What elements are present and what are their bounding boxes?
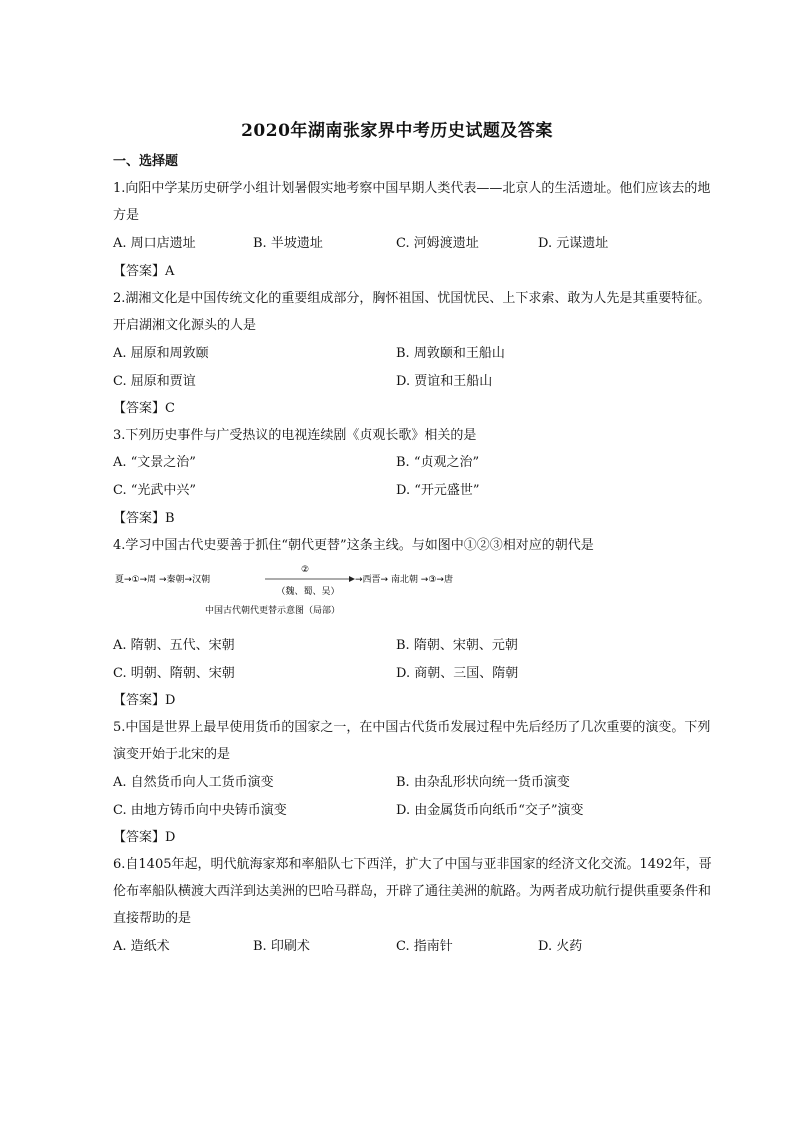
q6-stem-line-2: 伦布率船队横渡大西洋到达美洲的巴哈马群岛，开辟了通往美洲的航路。为两者成功航行提供重要条件和: [113, 884, 712, 899]
q1-stem-line-1: 1.向阳中学某历史研学小组计划暑假实地考察中国早期人类代表——北京人的生活遗址。他们应该去的地: [113, 181, 711, 196]
q5-answer: 【答案】D: [113, 830, 176, 845]
q1-option-a: A. 周口店遗址: [113, 236, 196, 251]
q5-option-c: C. 由地方铸币向中央铸币演变: [113, 803, 287, 818]
q1-option-c: C. 河姆渡遗址: [396, 236, 479, 251]
diagram-right-chain: →西晋→ 南北朝 →③→唐: [355, 575, 453, 585]
q1-option-d: D. 元谋遗址: [538, 236, 609, 251]
q2-option-d: D. 贾谊和王船山: [396, 374, 493, 389]
dynasty-succession-diagram: [113, 560, 453, 620]
q5-stem-line-1: 5.中国是世界上最早使用货币的国家之一，在中国古代货币发展过程中先后经历了几次重要的演变。下列: [113, 720, 711, 735]
q2-answer: 【答案】C: [113, 401, 175, 416]
q4-stem-line-1: 4.学习中国古代史要善于抓住“朝代更替”这条主线。与如图中①②③相对应的朝代是: [113, 538, 594, 553]
q4-option-a: A. 隋朝、五代、宋朝: [113, 638, 235, 653]
section-heading: 一、选择题: [113, 154, 179, 169]
q6-stem-line-3: 直接帮助的是: [113, 911, 192, 926]
document-title: 2020年湖南张家界中考历史试题及答案: [241, 121, 553, 141]
q5-option-a: A. 自然货币向人工货币演变: [113, 775, 274, 790]
q6-option-b: B. 印刷术: [253, 939, 310, 954]
q3-option-c: C. “光武中兴”: [113, 483, 197, 498]
q6-option-a: A. 造纸术: [113, 939, 170, 954]
q5-option-d: D. 由金属货币向纸币“交子”演变: [396, 803, 584, 818]
q3-option-b: B. “贞观之治”: [396, 455, 480, 470]
q6-option-d: D. 火药: [538, 939, 583, 954]
q4-answer: 【答案】D: [113, 693, 176, 708]
q1-option-b: B. 半坡遗址: [253, 236, 323, 251]
q5-stem-line-2: 演变开始于北宋的是: [113, 747, 231, 762]
q1-stem-line-2: 方是: [113, 208, 140, 223]
diagram-left-chain: 夏→①→周 →秦朝→汉朝: [115, 575, 211, 585]
diagram-marker-2: ②: [300, 565, 310, 575]
diagram-caption: 中国古代朝代更替示意图（局部）: [205, 606, 341, 616]
q1-answer: 【答案】A: [113, 264, 175, 279]
q2-stem-line-1: 2.湖湘文化是中国传统文化的重要组成部分，胸怀祖国、忧国忧民、上下求索、敢为人先是其重要特征。: [113, 291, 711, 306]
q3-stem-line-1: 3.下列历史事件与广受热议的电视连续剧《贞观长歌》相关的是: [113, 428, 477, 443]
q2-option-c: C. 屈原和贾谊: [113, 374, 196, 389]
q2-option-a: A. 屈原和周敦颐: [113, 346, 209, 361]
q3-option-a: A. “文景之治”: [113, 455, 196, 470]
q6-option-c: C. 指南针: [396, 939, 453, 954]
q2-stem-line-2: 开启湖湘文化源头的人是: [113, 318, 257, 333]
q3-answer: 【答案】B: [113, 511, 175, 526]
q6-stem-line-1: 6.自1405年起，明代航海家郑和率船队七下西洋，扩大了中国与亚非国家的经济文化交流。1492年，哥: [113, 857, 712, 872]
q5-option-b: B. 由杂乱形状向统一货币演变: [396, 775, 570, 790]
q4-option-c: C. 明朝、隋朝、宋朝: [113, 666, 235, 681]
q3-option-d: D. “开元盛世”: [396, 483, 480, 498]
q4-option-d: D. 商朝、三国、隋朝: [396, 666, 519, 681]
diagram-under-label: （魏、蜀、吴）: [276, 587, 340, 597]
q4-option-b: B. 隋朝、宋朝、元朝: [396, 638, 518, 653]
q2-option-b: B. 周敦颐和王船山: [396, 346, 505, 361]
